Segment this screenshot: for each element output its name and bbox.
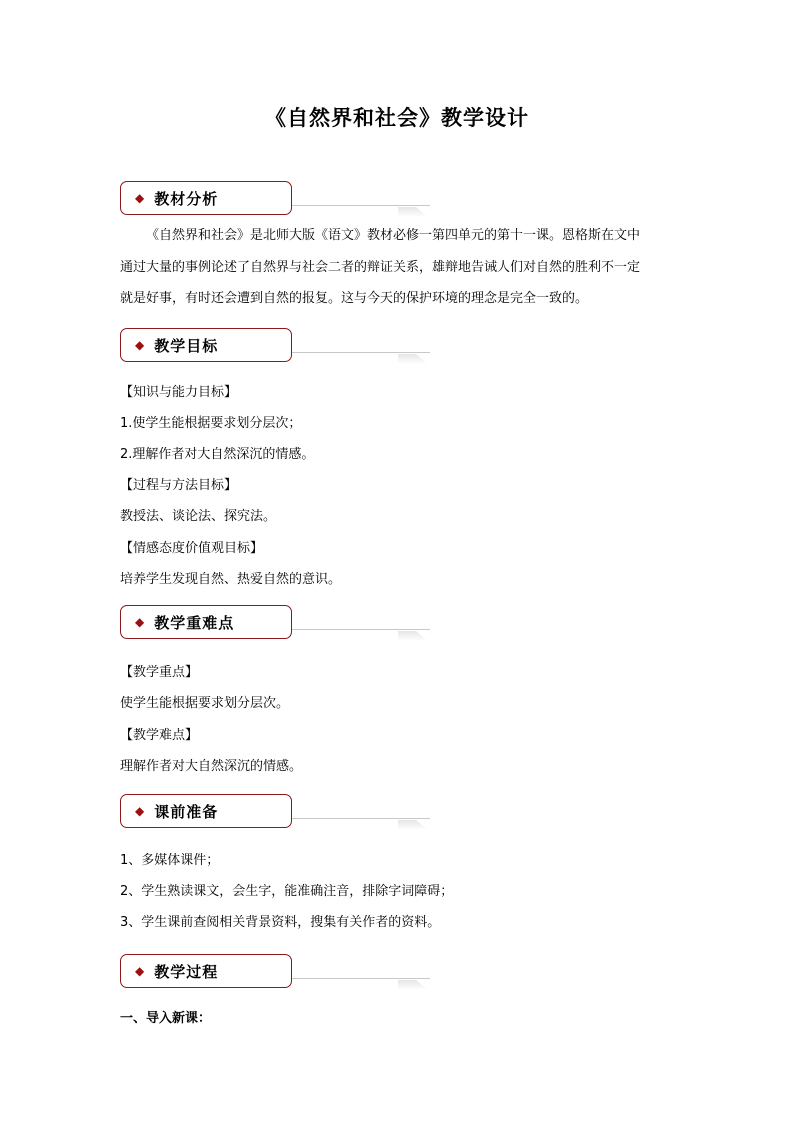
paragraph-line: 使学生能根据要求划分层次。 <box>120 696 290 711</box>
subheading: 【知识与能力目标】 <box>120 385 238 400</box>
step-heading: 一、导入新课： <box>120 1011 212 1026</box>
diamond-bullet-icon: ◆ <box>135 804 145 818</box>
section-header-analysis <box>120 181 294 217</box>
subheading: 【教学重点】 <box>120 665 199 680</box>
section-header-prep <box>120 794 294 830</box>
section-heading: 教学目标 <box>154 336 219 355</box>
document-title: 《自然界和社会》教学设计 <box>265 105 529 130</box>
paragraph-line: 通过大量的事例论述了自然界与社会二者的辩证关系，雄辩地告诫人们对自然的胜利不一定 <box>120 260 641 275</box>
diamond-bullet-icon: ◆ <box>135 191 145 205</box>
section-header-goals <box>120 328 294 364</box>
subheading: 【过程与方法目标】 <box>120 478 238 493</box>
section-heading: 课前准备 <box>154 802 219 821</box>
diamond-bullet-icon: ◆ <box>135 615 145 629</box>
list-item: 1、多媒体课件； <box>120 853 220 868</box>
subheading: 【情感态度价值观目标】 <box>120 541 264 556</box>
list-item: 1.使学生能根据要求划分层次； <box>120 416 302 431</box>
subheading: 【教学难点】 <box>120 728 199 743</box>
diamond-bullet-icon: ◆ <box>135 338 145 352</box>
list-item: 3、学生课前查阅相关背景资料，搜集有关作者的资料。 <box>120 915 441 930</box>
paragraph-line: 理解作者对大自然深沉的情感。 <box>120 759 303 774</box>
section-heading: 教学重难点 <box>154 613 235 632</box>
diamond-bullet-icon: ◆ <box>135 964 145 978</box>
section-header-process <box>120 954 294 990</box>
paragraph-line: 就是好事，有时还会遭到自然的报复。这与今天的保护环境的理念是完全一致的。 <box>120 291 589 306</box>
section-header-keypoints <box>120 605 294 641</box>
paragraph-line: 培养学生发现自然、热爱自然的意识。 <box>120 572 342 587</box>
section-heading: 教材分析 <box>154 189 219 208</box>
paragraph-line: 教授法、谈论法、探究法。 <box>120 509 277 524</box>
list-item: 2、学生熟读课文，会生字，能准确注音，排除字词障碍； <box>120 884 454 899</box>
paragraph-line: 《自然界和社会》是北师大版《语文》教材必修一第四单元的第十一课。恩格斯在文中 <box>146 228 641 243</box>
section-heading: 教学过程 <box>154 962 219 981</box>
list-item: 2.理解作者对大自然深沉的情感。 <box>120 447 315 462</box>
